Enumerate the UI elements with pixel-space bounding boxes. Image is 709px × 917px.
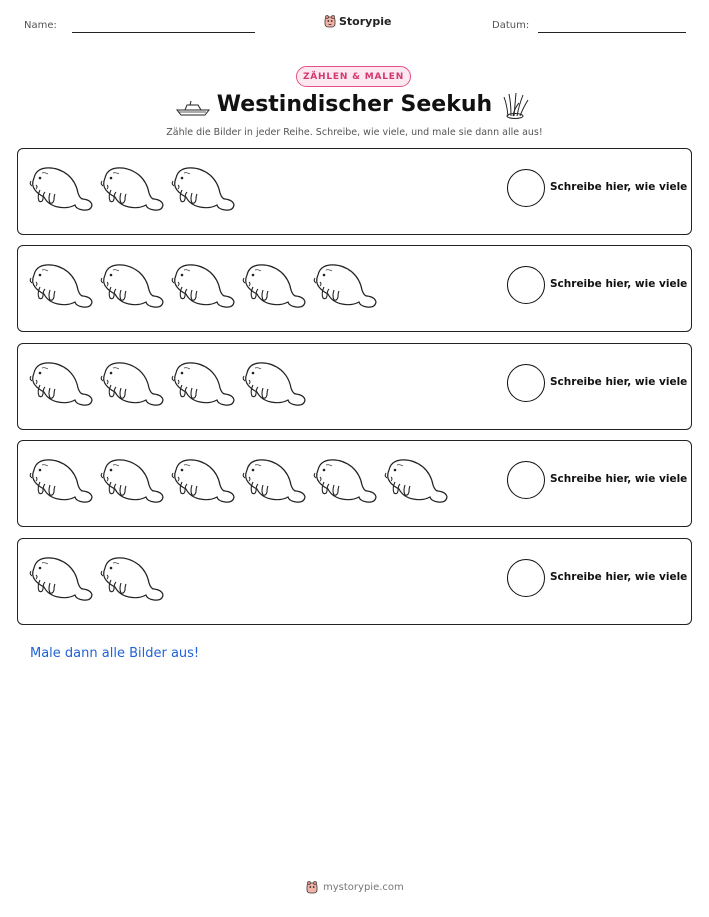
answer-circle[interactable] (507, 559, 545, 597)
answer-prompt: Schreibe hier, wie viele (550, 278, 688, 290)
manatee-icon (170, 260, 235, 310)
manatee-group (28, 163, 235, 213)
instructions: Zähle die Bilder in jeder Reihe. Schreibe, wie viele, und male sie dann alle aus! (166, 127, 543, 138)
manatee-icon (99, 260, 164, 310)
manatee-icon (99, 163, 164, 213)
storypie-logo-icon (306, 880, 318, 894)
answer-circle[interactable] (507, 169, 545, 207)
count-row (17, 343, 692, 430)
manatee-group (28, 260, 377, 310)
manatee-icon (99, 553, 164, 603)
brand-logo (324, 14, 391, 28)
answer-prompt: Schreibe hier, wie viele (550, 571, 688, 583)
footer-note: Male dann alle Bilder aus! (30, 646, 200, 661)
answer-circle[interactable] (507, 364, 545, 402)
name-write-line[interactable] (72, 32, 255, 33)
seagrass-icon (503, 91, 529, 119)
count-row (17, 148, 692, 235)
manatee-icon (241, 260, 306, 310)
page-title: Westindischer Seekuh (216, 92, 493, 117)
manatee-icon (312, 260, 377, 310)
count-row (17, 538, 692, 625)
answer-circle[interactable] (507, 266, 545, 304)
manatee-icon (28, 260, 93, 310)
site-url: mystorypie.com (323, 881, 404, 893)
date-label: Datum: (492, 20, 530, 31)
storypie-logo-icon (324, 14, 336, 28)
manatee-icon (170, 163, 235, 213)
manatee-icon (241, 358, 306, 408)
manatee-group (28, 455, 448, 505)
manatee-icon (170, 455, 235, 505)
manatee-icon (28, 358, 93, 408)
manatee-icon (99, 455, 164, 505)
site-footer (306, 880, 404, 894)
answer-prompt: Schreibe hier, wie viele (550, 376, 688, 388)
brand-name: Storypie (339, 14, 392, 28)
manatee-icon (383, 455, 448, 505)
manatee-icon (28, 163, 93, 213)
answer-prompt: Schreibe hier, wie viele (550, 473, 688, 485)
name-label: Name: (24, 20, 57, 31)
date-write-line[interactable] (538, 32, 686, 33)
manatee-group (28, 358, 306, 408)
manatee-icon (312, 455, 377, 505)
answer-prompt: Schreibe hier, wie viele (550, 181, 688, 193)
manatee-group (28, 553, 164, 603)
manatee-icon (28, 455, 93, 505)
count-row (17, 245, 692, 332)
manatee-icon (28, 553, 93, 603)
manatee-icon (241, 455, 306, 505)
count-row (17, 440, 692, 527)
manatee-icon (170, 358, 235, 408)
answer-circle[interactable] (507, 461, 545, 499)
manatee-icon (99, 358, 164, 408)
category-badge: ZÄHLEN & MALEN (296, 66, 411, 87)
